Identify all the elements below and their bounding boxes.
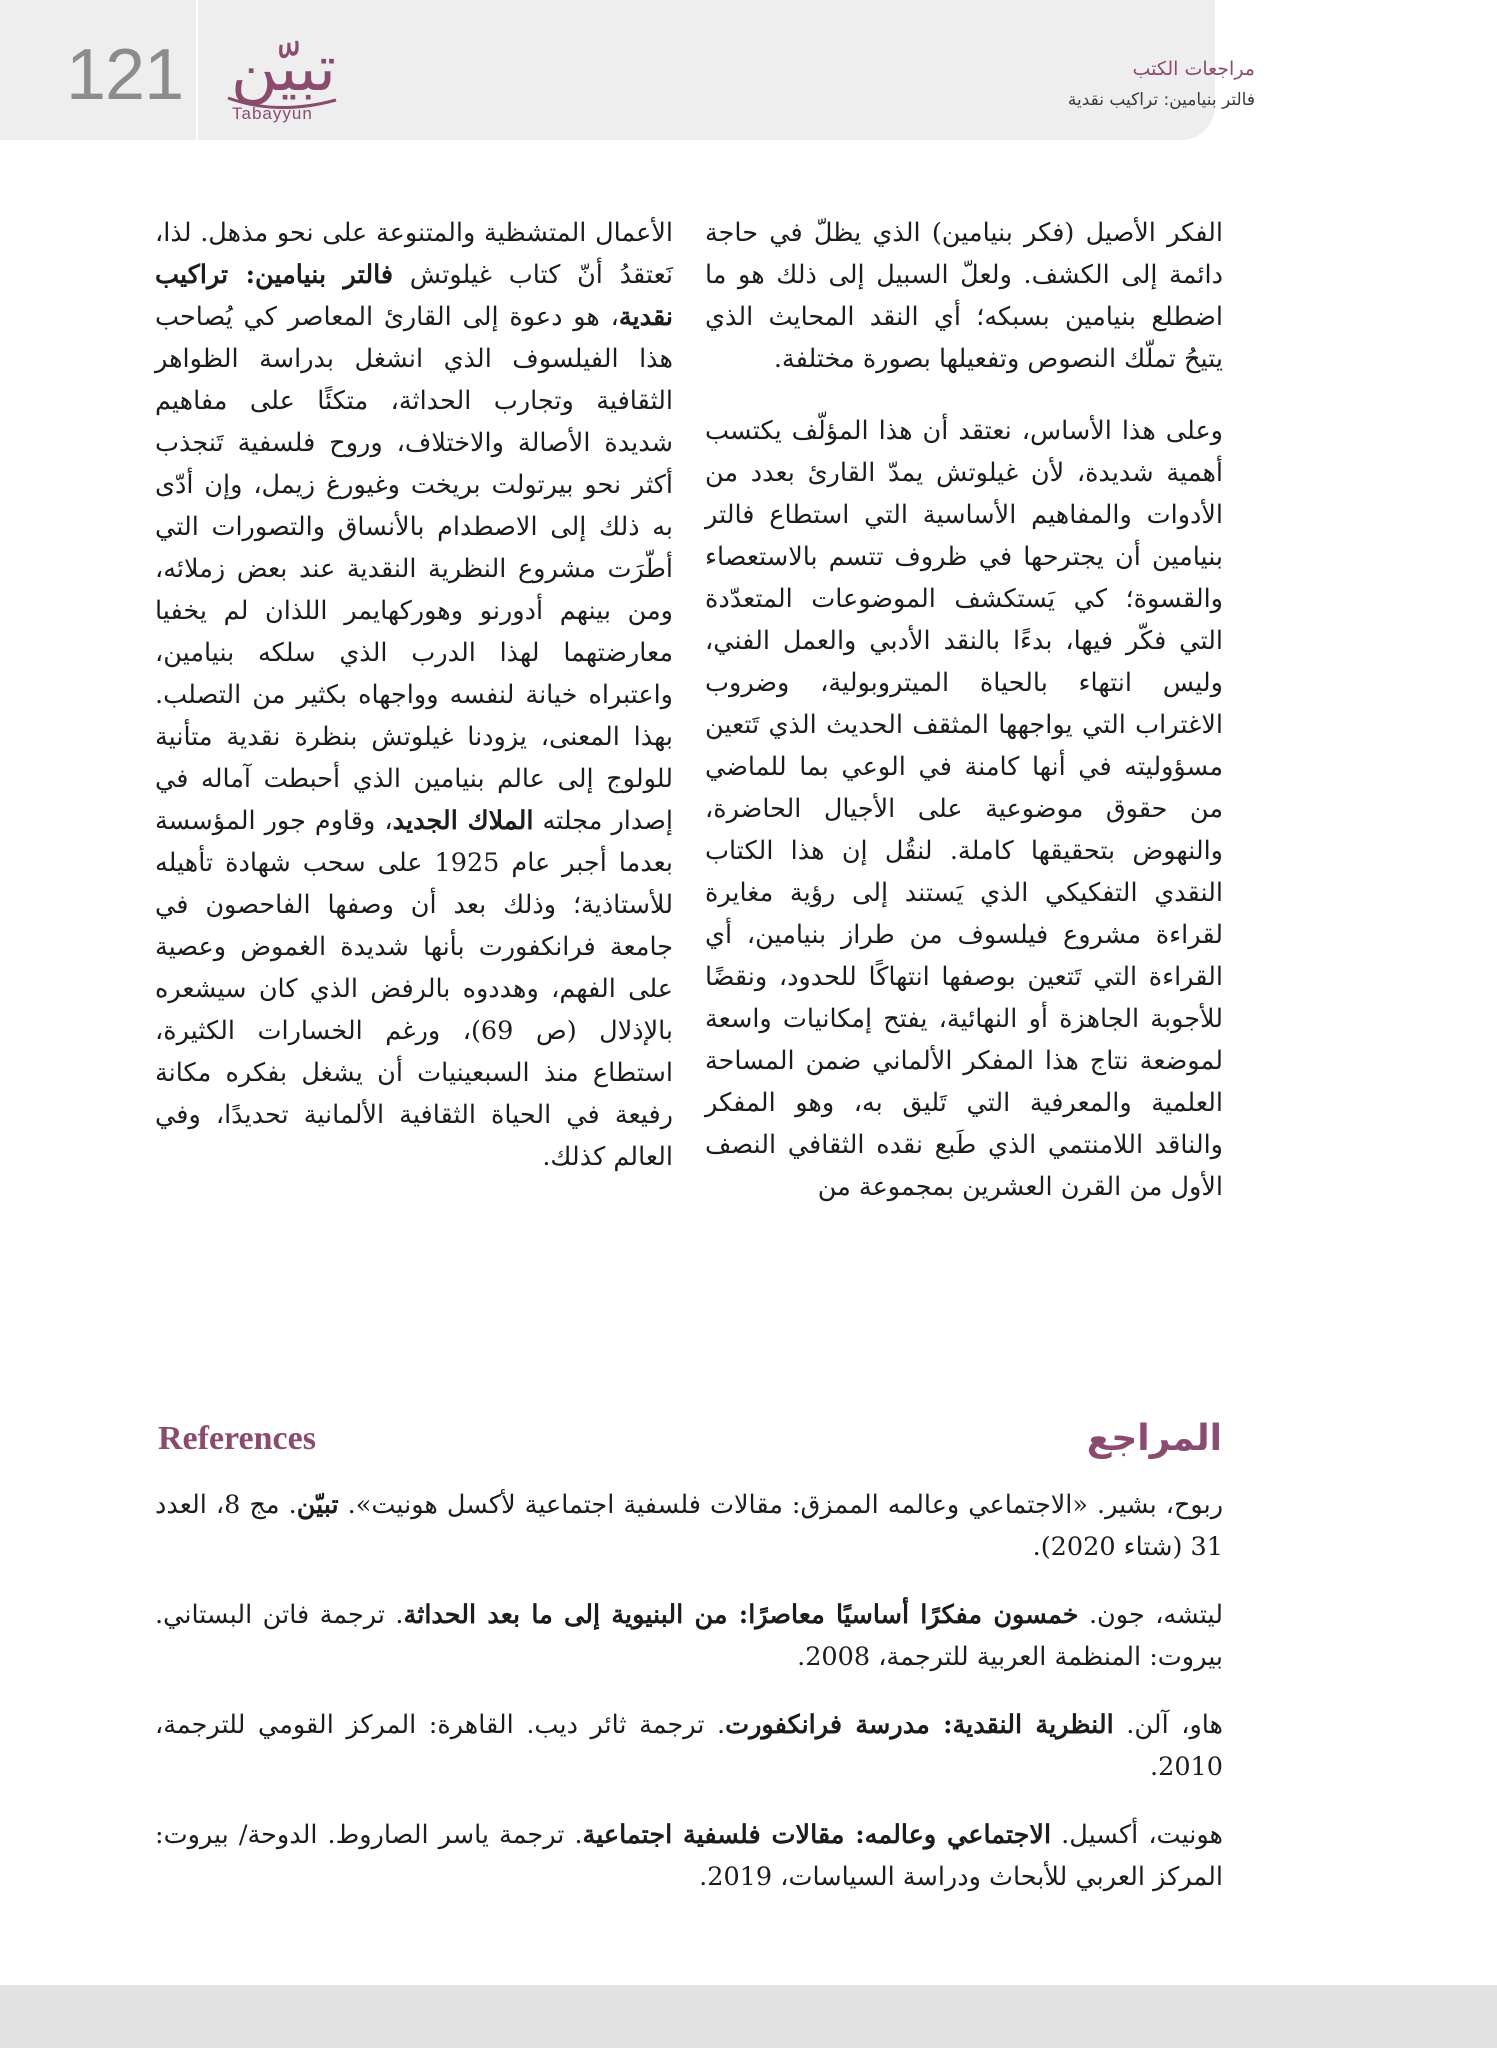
section-label: مراجعات الكتب: [1132, 58, 1255, 80]
reference-item: هاو، آلن. النظرية النقدية: مدرسة فرانكفورت. ترجمة ثائر ديب. القاهرة: المركز القومي للترجمة، 2010.: [155, 1710, 1223, 1782]
footer-bar: [0, 1985, 1497, 2048]
paragraph: الفكر الأصيل (فكر بنيامين) الذي يظلّ في حاجة دائمة إلى الكشف. ولعلّ السبيل إلى ذلك هو ما اضطلع بنيامين بسبكه؛ أي النقد المحايث الذي يتيحُ تملّك النصوص وتفعيلها بصورة مختلفة.: [705, 218, 1223, 374]
journal-title: الملاك الجديد: [392, 806, 534, 836]
book-title: فالتر بنيامين: تراكيب نقدية: [155, 260, 673, 332]
article-running-title: فالتر بنيامين: تراكيب نقدية: [1067, 90, 1255, 110]
reference-item: هونيت، أكسيل. الاجتماعي وعالمه: مقالات فلسفية اجتماعية. ترجمة ياسر الصاروط. الدوحة/ بيروت: المركز العربي للأبحاث ودراسة السياسات، 2019.: [155, 1820, 1224, 1892]
references-title-arabic: المراجع: [1086, 1418, 1222, 1459]
references-list: [155, 1484, 1223, 1924]
paragraph: الأعمال المتشظية والمتنوعة على نحو مذهل. لذا، نَعتقدُ أنّ كتاب غيلوتش فالتر بنيامين: تراكيب نقدية، هو دعوة إلى القارئ المعاصر كي يُصاحب هذا الفيلسوف الذي انشغل بدراسة الظواهر الثقافية وتجارب الحداثة، متكئًا على مفاهيم شديدة الأصالة والاختلاف، وروح فلسفية تَنجذب أكثر نحو بيرتولت بريخت وغيورغ زيمل، وإن أدّى به ذلك إلى الاصطدام بالأنساق والتصورات التي أطّرَت مشروع النظرية النقدية عند بعض زملائه، ومن بينهم أدورنو وهوركهايمر اللذان لم يخفيا معارضتهما لهذا الدرب الذي سلكه بنيامين، واعتبراه خيانة لنفسه وواجهاه بكثير من التصلب. بهذا المعنى، يزودنا غيلوتش بنظرة نقدية متأنية للولوج إلى عالم بنيامين الذي أحبطت آماله في إصدار مجلته الملاك الجديد، وقاوم جور المؤسسة بعدما أجبر عام 1925 على سحب شهادة تأهيله للأستاذية؛ وذلك بعد أن وصفها الفاحصون في جامعة فرانكفورت بأنها شديدة الغموض وعصية على الفهم، وهددوه بالرفض الذي كان سيشعره بالإذلال (ص 69)، ورغم الخسارات الكثيرة، استطاع منذ السبعينيات أن يشغل بفكره مكانة رفيعة في الحياة الثقافية الألمانية تحديدًا، وفي العالم كذلك.: [155, 218, 674, 1172]
reference-item: ربوح، بشير. «الاجتماعي وعالمه الممزق: مقالات فلسفية اجتماعية لأكسل هونيت». تبيّن. مج 8، العدد 31 (شتاء 2020).: [155, 1490, 1224, 1562]
logo-latin-text: Tabayyun: [232, 104, 313, 123]
body-column-right: [705, 212, 1223, 1238]
paragraph: وعلى هذا الأساس، نعتقد أن هذا المؤلّف يكتسب أهمية شديدة، لأن غيلوتش يمدّ القارئ بعدد من الأدوات والمفاهيم الأساسية التي استطاع فالتر بنيامين أن يجترحها في ظروف تتسم بالاستعصاء والقسوة؛ كي يَستكشف الموضوعات المتعدّدة التي فكّر فيها، بدءًا بالنقد الأدبي والعمل الفني، وليس انتهاء بالحياة الميتروبولية، وضروب الاغتراب التي يواجهها المثقف الحديث الذي تَتعين مسؤوليته في أنها كامنة في الوعي بما للماضي من حقوق موضوعية على الأجيال الحاضرة، والنهوض بتحقيقها كاملة. لنقُل إن هذا الكتاب النقدي التفكيكي الذي يَستند إلى رؤية مغايرة لقراءة مشروع فيلسوف من طراز بنيامين، أي القراءة التي تَتعين بوصفها انتهاكًا للحدود، ونقضًا للأجوبة الجاهزة أو النهائية، يفتح إمكانيات واسعة لموضعة نتاج هذا المفكر الألماني ضمن المساحة العلمية والمعرفية التي تَليق به، وهو المفكر والناقد اللامنتمي الذي طَبع نقده الثقافي النصف الأول من القرن العشرين بمجموعة من: [705, 416, 1223, 1202]
header-divider: [196, 0, 198, 140]
logo-calligraphy: تبيّن: [230, 32, 336, 106]
body-column-left: [155, 212, 673, 1208]
header-right-area: [1215, 0, 1497, 140]
reference-item: ليتشه، جون. خمسون مفكرًا أساسيًا معاصرًا: من البنيوية إلى ما بعد الحداثة. ترجمة فاتن البستاني. بيروت: المنظمة العربية للترجمة، 2008.: [155, 1600, 1223, 1672]
references-title-english: References: [158, 1420, 316, 1457]
page-number: 121: [66, 35, 184, 115]
